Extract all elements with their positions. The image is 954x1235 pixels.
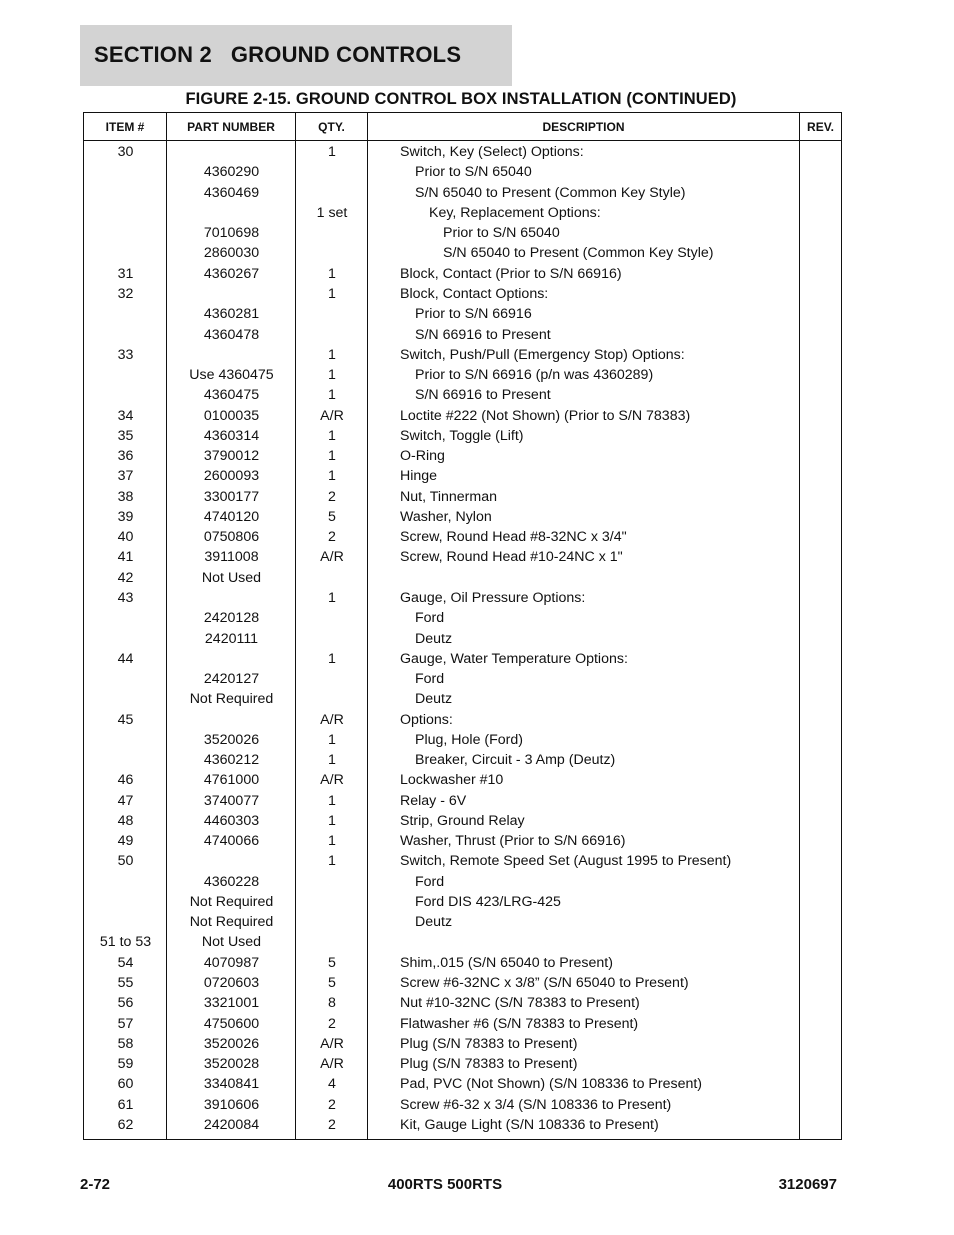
item-number-cell: 60 xyxy=(117,1076,134,1093)
table-row xyxy=(84,466,841,486)
part-number-cell: 3520026 xyxy=(203,731,260,748)
description-cell: Ford xyxy=(415,671,445,688)
document-number: 3120697 xyxy=(778,1176,837,1193)
part-number-cell: 2420084 xyxy=(203,1116,260,1133)
description-cell: Relay - 6V xyxy=(400,792,467,809)
quantity-cell: 1 xyxy=(328,589,336,606)
parts-table xyxy=(83,112,842,1140)
part-number-cell: 3910606 xyxy=(203,1096,260,1113)
part-number-cell: 4360267 xyxy=(203,265,260,282)
item-number-cell: 34 xyxy=(117,407,134,424)
item-number-cell: 36 xyxy=(117,448,134,465)
description-cell: Plug, Hole (Ford) xyxy=(415,731,524,748)
table-row xyxy=(84,993,841,1013)
table-row xyxy=(84,446,841,466)
part-number-cell: 4360314 xyxy=(203,427,260,444)
column-header-rev: REV. xyxy=(807,119,834,134)
table-body xyxy=(84,141,841,1139)
item-number-cell: 32 xyxy=(117,285,134,302)
description-cell: Options: xyxy=(400,711,453,728)
description-cell: Flatwasher #6 (S/N 78383 to Present) xyxy=(400,1015,639,1032)
description-cell: Plug (S/N 78383 to Present) xyxy=(400,1056,578,1073)
model-name: 400RTS 500RTS xyxy=(387,1176,503,1193)
description-cell: Switch, Remote Speed Set (August 1995 to Present) xyxy=(400,853,732,870)
quantity-cell: 1 xyxy=(328,265,336,282)
description-cell: Switch, Key (Select) Options: xyxy=(400,144,584,161)
quantity-cell: 2 xyxy=(328,529,336,546)
description-cell: Washer, Thrust (Prior to S/N 66916) xyxy=(400,833,626,850)
description-cell: Kit, Gauge Light (S/N 108336 to Present) xyxy=(400,1116,659,1133)
table-row xyxy=(84,791,841,811)
quantity-cell: 2 xyxy=(328,488,336,505)
table-row xyxy=(84,973,841,993)
table-row xyxy=(84,811,841,831)
item-number-cell: 31 xyxy=(117,265,134,282)
description-cell: Ford xyxy=(415,873,445,890)
description-cell: Screw, Round Head #10-24NC x 1" xyxy=(400,549,623,566)
quantity-cell: A/R xyxy=(320,1056,344,1073)
quantity-cell: A/R xyxy=(320,1035,344,1052)
part-number-cell: 3321001 xyxy=(203,995,260,1012)
part-number-cell: 4460303 xyxy=(203,812,260,829)
description-cell: Breaker, Circuit - 3 Amp (Deutz) xyxy=(415,752,616,769)
table-row xyxy=(84,1013,841,1033)
table-row xyxy=(84,831,841,851)
quantity-cell: 1 xyxy=(328,792,336,809)
description-cell: Screw #6-32 x 3/4 (S/N 108336 to Present) xyxy=(400,1096,672,1113)
description-cell: Switch, Push/Pull (Emergency Stop) Options: xyxy=(400,346,685,363)
table-row xyxy=(84,709,841,729)
part-number-cell: 3340841 xyxy=(203,1076,260,1093)
quantity-cell: 8 xyxy=(328,995,336,1012)
quantity-cell: 5 xyxy=(328,975,336,992)
quantity-cell: 2 xyxy=(328,1116,336,1133)
item-number-cell: 39 xyxy=(117,508,134,525)
part-number-cell: 4360478 xyxy=(203,326,260,343)
part-number-cell: Use 4360475 xyxy=(189,367,274,384)
table-row xyxy=(84,689,841,709)
item-number-cell: 55 xyxy=(117,975,134,992)
part-number-cell: 3790012 xyxy=(203,448,260,465)
item-number-cell: 44 xyxy=(117,650,134,667)
description-cell: Pad, PVC (Not Shown) (S/N 108336 to Present) xyxy=(400,1076,703,1093)
table-row xyxy=(84,142,841,162)
part-number-cell: 4360469 xyxy=(203,184,260,201)
part-number-cell: 3911008 xyxy=(204,549,259,566)
part-number-cell: 4761000 xyxy=(203,772,260,789)
table-row xyxy=(84,284,841,304)
section-header-bar xyxy=(80,25,512,86)
table-row xyxy=(84,1094,841,1114)
quantity-cell: 1 xyxy=(328,448,336,465)
quantity-cell: 1 xyxy=(328,346,336,363)
part-number-cell: 4740066 xyxy=(203,833,260,850)
quantity-cell: 1 xyxy=(328,853,336,870)
table-row xyxy=(84,953,841,973)
quantity-cell: 1 set xyxy=(316,204,348,221)
description-cell: Gauge, Water Temperature Options: xyxy=(400,650,628,667)
description-cell: Hinge xyxy=(400,468,438,485)
quantity-cell: 5 xyxy=(328,954,336,971)
description-cell: Key, Replacement Options: xyxy=(429,204,601,221)
item-number-cell: 51 to 53 xyxy=(99,934,152,951)
figure-title: FIGURE 2-15. GROUND CONTROL BOX INSTALLATION (CONTINUED) xyxy=(185,90,737,108)
description-cell: Plug (S/N 78383 to Present) xyxy=(400,1035,578,1052)
table-row xyxy=(84,385,841,405)
quantity-cell: 1 xyxy=(328,468,336,485)
quantity-cell: 1 xyxy=(328,367,336,384)
item-number-cell: 41 xyxy=(117,549,134,566)
table-row xyxy=(84,264,841,284)
item-number-cell: 61 xyxy=(117,1096,134,1113)
part-number-cell: 4740120 xyxy=(203,508,260,525)
part-number-cell: 4360212 xyxy=(203,752,260,769)
column-header-part-number: PART NUMBER xyxy=(167,113,296,140)
part-number-cell: 3740077 xyxy=(203,792,260,809)
table-row xyxy=(84,507,841,527)
part-number-cell: 3300177 xyxy=(203,488,260,505)
quantity-cell: 1 xyxy=(328,427,336,444)
description-cell: Ford DIS 423/LRG-425 xyxy=(415,893,561,910)
part-number-cell: 2420128 xyxy=(203,610,260,627)
part-number-cell: 2600093 xyxy=(203,468,260,485)
description-cell: S/N 66916 to Present xyxy=(415,387,551,404)
table-row xyxy=(84,872,841,892)
part-number-cell: Not Required xyxy=(189,914,274,931)
table-row xyxy=(84,932,841,952)
table-row xyxy=(84,851,841,871)
item-number-cell: 46 xyxy=(117,772,134,789)
table-row xyxy=(84,628,841,648)
description-cell: Prior to S/N 66916 (p/n was 4360289) xyxy=(415,367,654,384)
column-header-item: ITEM # xyxy=(84,113,167,140)
table-row xyxy=(84,426,841,446)
part-number-cell: 0720603 xyxy=(203,975,260,992)
item-number-cell: 48 xyxy=(117,812,134,829)
table-header-row xyxy=(84,113,841,141)
quantity-cell: 1 xyxy=(328,144,336,161)
item-number-cell: 59 xyxy=(117,1056,134,1073)
page-number: 2-72 xyxy=(80,1176,111,1193)
table-row xyxy=(84,730,841,750)
table-row xyxy=(84,162,841,182)
description-cell: S/N 65040 to Present (Common Key Style) xyxy=(443,245,714,262)
description-cell: Gauge, Oil Pressure Options: xyxy=(400,589,586,606)
part-number-cell: 4070987 xyxy=(203,954,260,971)
item-number-cell: 47 xyxy=(117,792,134,809)
table-row xyxy=(84,1054,841,1074)
part-number-cell: 2420111 xyxy=(204,630,259,647)
part-number-cell: Not Required xyxy=(189,893,274,910)
description-cell: Switch, Toggle (Lift) xyxy=(400,427,524,444)
description-cell: Prior to S/N 66916 xyxy=(415,306,532,323)
item-number-cell: 43 xyxy=(117,589,134,606)
table-row xyxy=(84,365,841,385)
quantity-cell: 1 xyxy=(328,752,336,769)
table-row xyxy=(84,588,841,608)
item-number-cell: 50 xyxy=(117,853,134,870)
part-number-cell: 0100035 xyxy=(203,407,260,424)
description-cell: Block, Contact (Prior to S/N 66916) xyxy=(400,265,622,282)
table-row xyxy=(84,527,841,547)
table-row xyxy=(84,203,841,223)
table-row xyxy=(84,1074,841,1094)
description-cell: Nut, Tinnerman xyxy=(400,488,497,505)
quantity-cell: 1 xyxy=(328,731,336,748)
quantity-cell: A/R xyxy=(320,407,344,424)
table-row xyxy=(84,183,841,203)
table-row xyxy=(84,547,841,567)
item-number-cell: 49 xyxy=(117,833,134,850)
item-number-cell: 30 xyxy=(117,144,134,161)
part-number-cell: 3520026 xyxy=(203,1035,260,1052)
item-number-cell: 54 xyxy=(117,954,134,971)
table-row xyxy=(84,324,841,344)
item-number-cell: 62 xyxy=(117,1116,134,1133)
description-cell: Deutz xyxy=(415,630,453,647)
item-number-cell: 40 xyxy=(117,529,134,546)
part-number-cell: Not Used xyxy=(201,934,262,951)
description-cell: Ford xyxy=(415,610,445,627)
description-cell: Strip, Ground Relay xyxy=(400,812,525,829)
table-row xyxy=(84,405,841,425)
section-title: SECTION 2 GROUND CONTROLS xyxy=(94,42,462,67)
quantity-cell: 1 xyxy=(328,285,336,302)
description-cell: Nut #10-32NC (S/N 78383 to Present) xyxy=(400,995,640,1012)
table-row xyxy=(84,568,841,588)
table-row xyxy=(84,649,841,669)
part-number-cell: 4360228 xyxy=(203,873,260,890)
item-number-cell: 45 xyxy=(117,711,134,728)
part-number-cell: 3520028 xyxy=(203,1056,260,1073)
quantity-cell: 2 xyxy=(328,1015,336,1032)
description-cell: Prior to S/N 65040 xyxy=(443,225,560,242)
quantity-cell: A/R xyxy=(320,711,344,728)
part-number-cell: 4360281 xyxy=(203,306,260,323)
item-number-cell: 35 xyxy=(117,427,134,444)
quantity-cell: 1 xyxy=(328,650,336,667)
item-number-cell: 57 xyxy=(117,1015,134,1032)
description-cell: Screw, Round Head #8-32NC x 3/4" xyxy=(400,529,627,546)
description-cell: Loctite #222 (Not Shown) (Prior to S/N 78383) xyxy=(400,407,691,424)
part-number-cell: 4750600 xyxy=(203,1015,260,1032)
column-header-qty: QTY. xyxy=(296,113,368,140)
table-row xyxy=(84,770,841,790)
part-number-cell: Not Used xyxy=(201,569,262,586)
table-row xyxy=(84,304,841,324)
description-cell: S/N 66916 to Present xyxy=(415,326,551,343)
description-cell: Lockwasher #10 xyxy=(400,772,504,789)
table-row xyxy=(84,345,841,365)
quantity-cell: 5 xyxy=(328,508,336,525)
part-number-cell: 2860030 xyxy=(203,245,260,262)
item-number-cell: 42 xyxy=(117,569,134,586)
table-row xyxy=(84,669,841,689)
description-cell: Block, Contact Options: xyxy=(400,285,549,302)
quantity-cell: 2 xyxy=(328,1096,336,1113)
table-row xyxy=(84,1034,841,1054)
part-number-cell: 7010698 xyxy=(203,225,260,242)
part-number-cell: 4360475 xyxy=(203,387,260,404)
description-cell: S/N 65040 to Present (Common Key Style) xyxy=(415,184,686,201)
item-number-cell: 58 xyxy=(117,1035,134,1052)
table-row xyxy=(84,487,841,507)
table-row xyxy=(84,750,841,770)
table-row xyxy=(84,243,841,263)
table-row xyxy=(84,912,841,932)
quantity-cell: 4 xyxy=(328,1076,336,1093)
item-number-cell: 56 xyxy=(117,995,134,1012)
description-cell: Deutz xyxy=(415,691,453,708)
quantity-cell: 1 xyxy=(328,812,336,829)
description-cell: O-Ring xyxy=(400,448,445,465)
part-number-cell: 4360290 xyxy=(203,164,260,181)
table-row xyxy=(84,892,841,912)
description-cell: Screw #6-32NC x 3/8” (S/N 65040 to Present) xyxy=(400,975,689,992)
part-number-cell: Not Required xyxy=(189,691,274,708)
description-cell: Deutz xyxy=(415,914,453,931)
description-cell: Shim,.015 (S/N 65040 to Present) xyxy=(400,954,613,971)
quantity-cell: A/R xyxy=(320,549,344,566)
table-row xyxy=(84,1115,841,1135)
column-header-description: DESCRIPTION xyxy=(368,113,800,140)
quantity-cell: 1 xyxy=(328,833,336,850)
quantity-cell: A/R xyxy=(320,772,344,789)
description-cell: Washer, Nylon xyxy=(400,508,492,525)
table-row xyxy=(84,223,841,243)
part-number-cell: 2420127 xyxy=(203,671,260,688)
description-cell: Prior to S/N 65040 xyxy=(415,164,532,181)
quantity-cell: 1 xyxy=(328,387,336,404)
item-number-cell: 38 xyxy=(117,488,134,505)
part-number-cell: 0750806 xyxy=(203,529,260,546)
item-number-cell: 37 xyxy=(117,468,134,485)
item-number-cell: 33 xyxy=(117,346,134,363)
table-row xyxy=(84,608,841,628)
